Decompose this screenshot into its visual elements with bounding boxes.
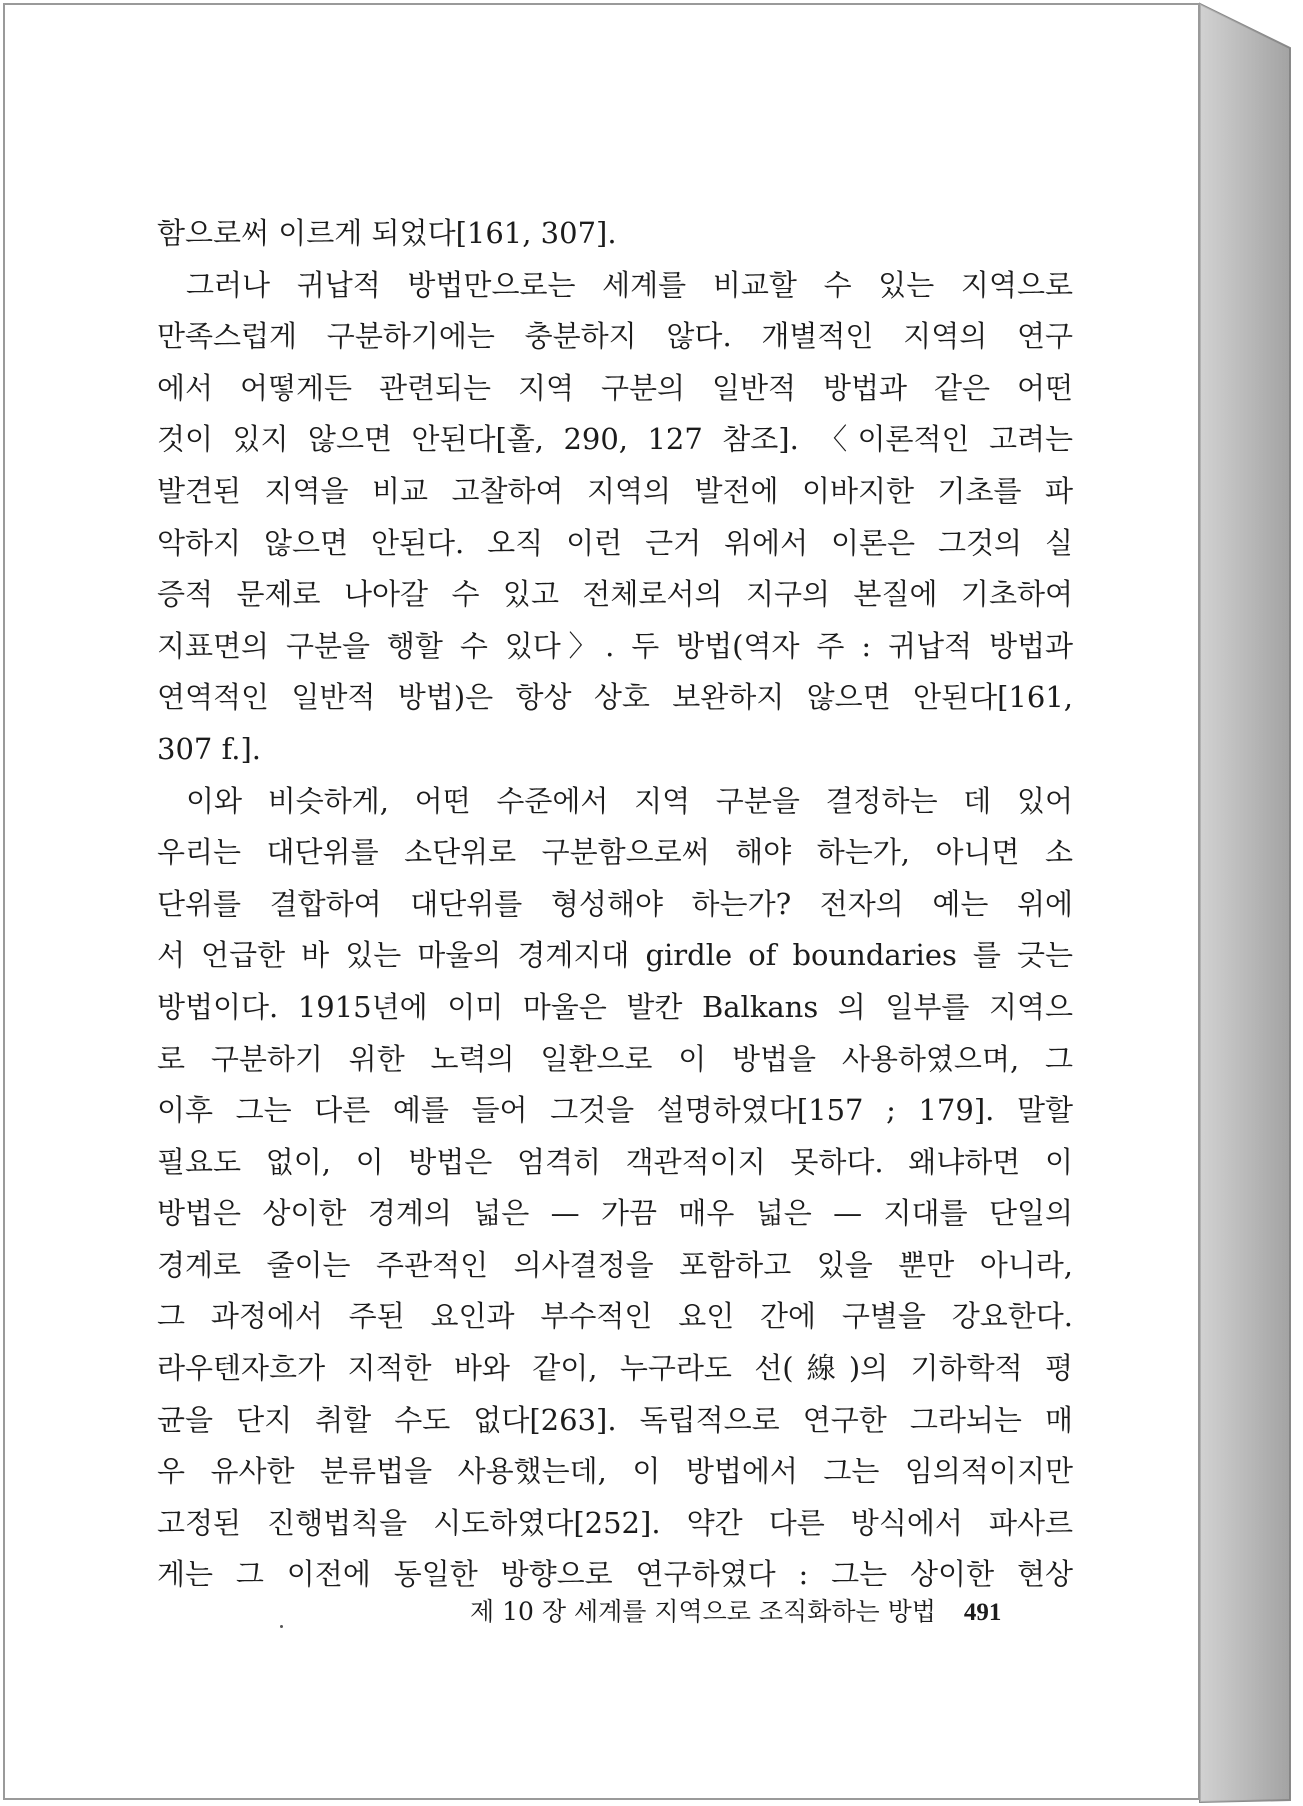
text-line: 연역적인 일반적 방법)은 항상 상호 보완하지 않으면 안된다[161, — [157, 680, 1073, 715]
text-line: 우리는 대단위를 소단위로 구분함으로써 해야 하는가, 아니면 소 — [157, 835, 1073, 870]
text-line: 것이 있지 않으면 안된다[홀, 290, 127 참조]. 〈이론적인 고려는 — [157, 422, 1073, 457]
text-line: 에서 어떻게든 관련되는 지역 구분의 일반적 방법과 같은 어떤 — [157, 370, 1073, 405]
text-line: 고정된 진행법칙을 시도하였다[252]. 약간 다른 방식에서 파사르 — [157, 1505, 1073, 1540]
book-side-shading — [1200, 4, 1290, 1802]
print-speck — [280, 1625, 283, 1628]
text-line: 307 f.]. — [157, 731, 262, 766]
text-line: 방법이다. 1915년에 이미 마울은 발칸 Balkans 의 일부를 지역으 — [157, 989, 1073, 1024]
text-line: 경계로 줄이는 주관적인 의사결정을 포함하고 있을 뿐만 아니라, — [157, 1247, 1073, 1282]
page-footer — [470, 1592, 1090, 1628]
text-line: 방법은 상이한 경계의 넓은 — 가끔 매우 넓은 — 지대를 단일의 — [157, 1196, 1073, 1231]
text-line: 이후 그는 다른 예를 들어 그것을 설명하였다[157 ; 179]. 말할 — [157, 1093, 1073, 1128]
chapter-title: 제 10 장 세계를 지역으로 조직화하는 방법 — [470, 1597, 936, 1626]
text-line: 함으로써 이르게 되었다[161, 307]. — [157, 216, 617, 250]
text-line: 필요도 없이, 이 방법은 엄격히 객관적이지 못하다. 왜냐하면 이 — [157, 1144, 1073, 1179]
text-line: 발견된 지역을 비교 고찰하여 지역의 발전에 이바지한 기초를 파 — [157, 473, 1073, 508]
text-line: 로 구분하기 위한 노력의 일환으로 이 방법을 사용하였으며, 그 — [157, 1041, 1073, 1076]
body-text — [157, 208, 1073, 1601]
text-line: 우 유사한 분류법을 사용했는데, 이 방법에서 그는 임의적이지만 — [157, 1454, 1073, 1489]
text-line: 게는 그 이전에 동일한 방향으로 연구하였다 : 그는 상이한 현상 — [157, 1557, 1073, 1592]
text-line: 지표면의 구분을 행할 수 있다〉. 두 방법(역자 주 : 귀납적 방법과 — [157, 628, 1073, 663]
text-line: 라우텐자흐가 지적한 바와 같이, 누구라도 선(線)의 기하학적 평 — [157, 1351, 1073, 1386]
text-line: 균을 단지 취할 수도 없다[263]. 독립적으로 연구한 그라뇌는 매 — [157, 1402, 1073, 1437]
text-line: 이와 비슷하게, 어떤 수준에서 지역 구분을 결정하는 데 있어 — [186, 783, 1073, 818]
text-line: 단위를 결합하여 대단위를 형성해야 하는가? 전자의 예는 위에 — [157, 886, 1073, 921]
page-number: 491 — [963, 1599, 1002, 1626]
text-line: 서 언급한 바 있는 마울의 경계지대 girdle of boundaries 를 긋는 — [157, 938, 1073, 973]
text-line: 증적 문제로 나아갈 수 있고 전체로서의 지구의 본질에 기초하여 — [157, 577, 1073, 612]
text-line: 만족스럽게 구분하기에는 충분하지 않다. 개별적인 지역의 연구 — [157, 319, 1073, 354]
text-line: 그 과정에서 주된 요인과 부수적인 요인 간에 구별을 강요한다. — [157, 1299, 1073, 1334]
text-line: 악하지 않으면 안된다. 오직 이런 근거 위에서 이론은 그것의 실 — [157, 525, 1073, 560]
text-line: 그러나 귀납적 방법만으로는 세계를 비교할 수 있는 지역으로 — [186, 267, 1073, 302]
